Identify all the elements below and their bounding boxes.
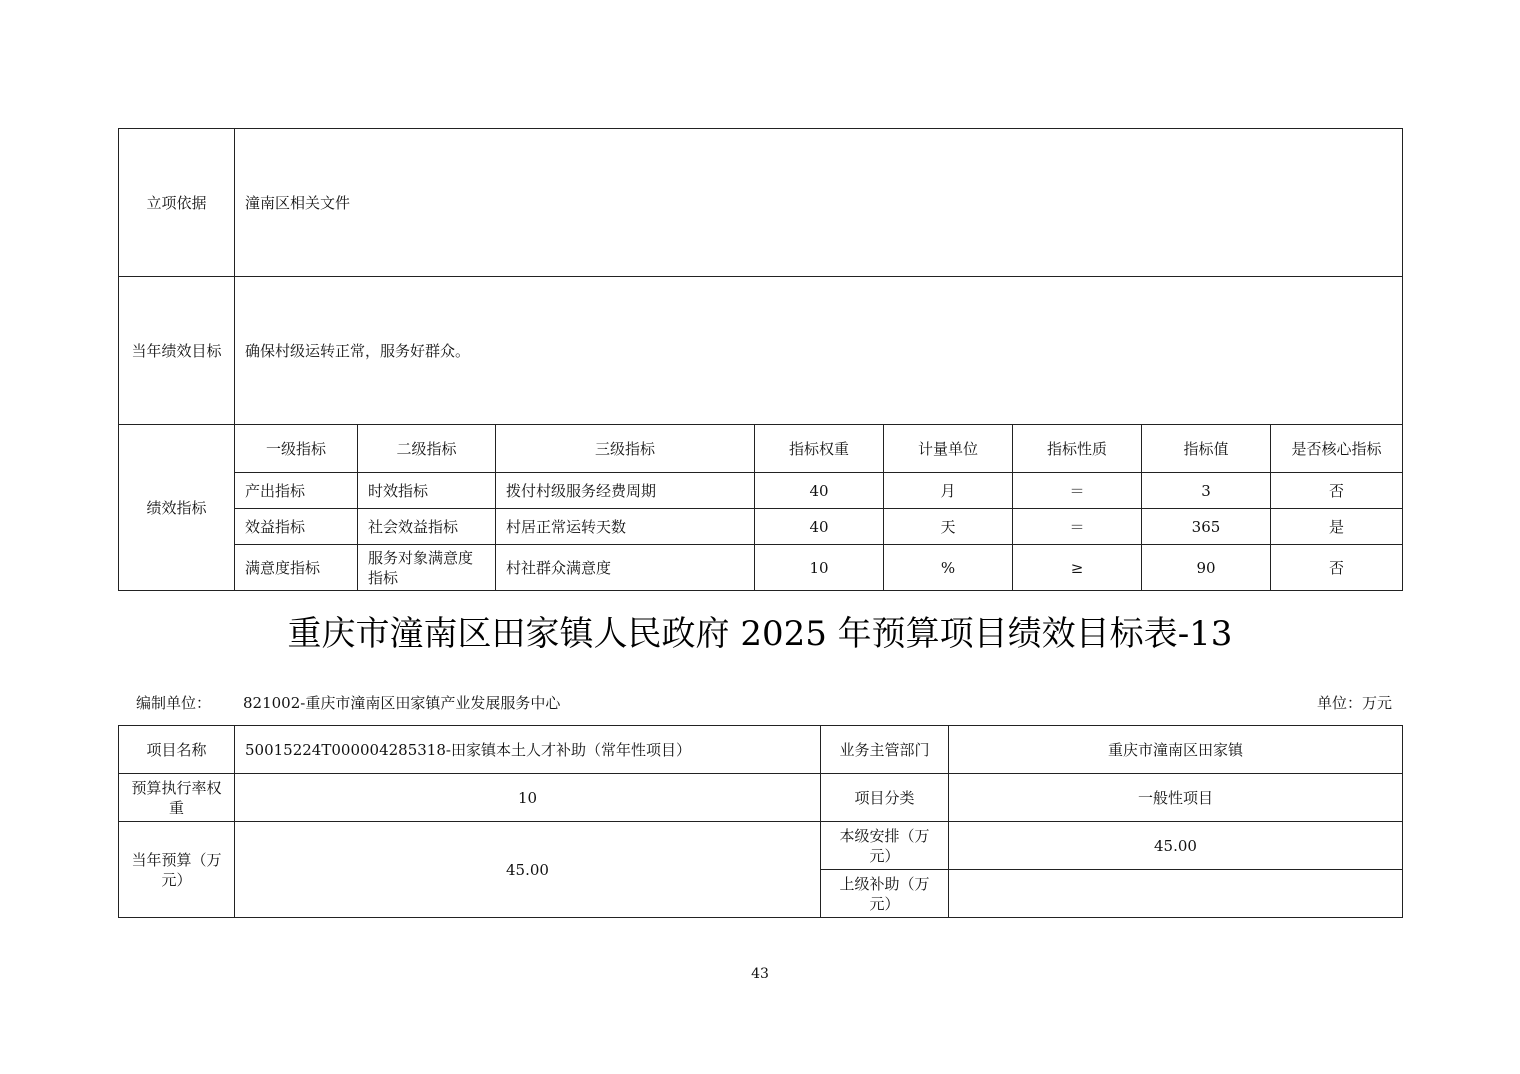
value-cell: 90	[1142, 545, 1271, 591]
header-cell: 指标值	[1142, 425, 1271, 473]
budget-label: 当年预算（万元）	[119, 822, 235, 918]
compiler-value: 821002-重庆市潼南区田家镇产业发展服务中心	[243, 694, 561, 712]
unit-label: 单位：万元	[1316, 694, 1392, 712]
nature-cell: ＝	[1013, 473, 1142, 509]
unit-cell: 月	[884, 473, 1013, 509]
title-suffix: -13	[1177, 614, 1233, 654]
title-middle: 年预算项目绩效目标表	[826, 614, 1178, 654]
core-cell: 否	[1271, 545, 1403, 591]
document-title	[0, 612, 1520, 656]
goal-label: 当年绩效目标	[119, 277, 235, 425]
unit-cell: 天	[884, 509, 1013, 545]
level3-cell: 村居正常运转天数	[496, 509, 755, 545]
dept-label: 业务主管部门	[821, 726, 949, 774]
rate-value: 10	[235, 774, 821, 822]
level2-cell: 服务对象满意度指标	[358, 545, 496, 591]
core-cell: 是	[1271, 509, 1403, 545]
dept-value: 重庆市潼南区田家镇	[949, 726, 1403, 774]
category-value: 一般性项目	[949, 774, 1403, 822]
basis-value: 潼南区相关文件	[235, 129, 1403, 277]
nature-cell: ≥	[1013, 545, 1142, 591]
level3-cell: 拨付村级服务经费周期	[496, 473, 755, 509]
compiler-label: 编制单位：	[136, 694, 212, 712]
level2-cell: 时效指标	[358, 473, 496, 509]
nature-cell: ＝	[1013, 509, 1142, 545]
title-prefix: 重庆市潼南区田家镇人民政府	[287, 614, 741, 654]
basis-label: 立项依据	[119, 129, 235, 277]
header-cell: 二级指标	[358, 425, 496, 473]
category-label: 项目分类	[821, 774, 949, 822]
value-cell: 365	[1142, 509, 1271, 545]
value-cell: 3	[1142, 473, 1271, 509]
header-cell: 一级指标	[235, 425, 358, 473]
core-cell: 否	[1271, 473, 1403, 509]
performance-indicator-table	[118, 128, 1403, 591]
level1-cell: 效益指标	[235, 509, 358, 545]
indicator-label: 绩效指标	[119, 425, 235, 591]
compiler-row	[118, 692, 1402, 714]
upper-value	[949, 870, 1403, 918]
project-name-label: 项目名称	[119, 726, 235, 774]
header-cell: 指标权重	[755, 425, 884, 473]
local-label: 本级安排（万元）	[821, 822, 949, 870]
weight-cell: 10	[755, 545, 884, 591]
rate-label: 预算执行率权重	[119, 774, 235, 822]
goal-value: 确保村级运转正常，服务好群众。	[235, 277, 1403, 425]
weight-cell: 40	[755, 473, 884, 509]
project-info-table	[118, 725, 1403, 918]
local-value: 45.00	[949, 822, 1403, 870]
upper-label: 上级补助（万元）	[821, 870, 949, 918]
project-name-value: 50015224T000004285318-田家镇本土人才补助（常年性项目）	[235, 726, 821, 774]
title-year: 2025	[740, 614, 827, 654]
unit-cell: %	[884, 545, 1013, 591]
level1-cell: 满意度指标	[235, 545, 358, 591]
header-cell: 是否核心指标	[1271, 425, 1403, 473]
level1-cell: 产出指标	[235, 473, 358, 509]
level2-cell: 社会效益指标	[358, 509, 496, 545]
budget-value: 45.00	[235, 822, 821, 918]
weight-cell: 40	[755, 509, 884, 545]
table-row	[119, 509, 1403, 545]
header-cell: 三级指标	[496, 425, 755, 473]
table-row	[119, 473, 1403, 509]
header-cell: 指标性质	[1013, 425, 1142, 473]
table-row	[119, 545, 1403, 591]
level3-cell: 村社群众满意度	[496, 545, 755, 591]
page-number: 43	[751, 966, 769, 982]
header-cell: 计量单位	[884, 425, 1013, 473]
